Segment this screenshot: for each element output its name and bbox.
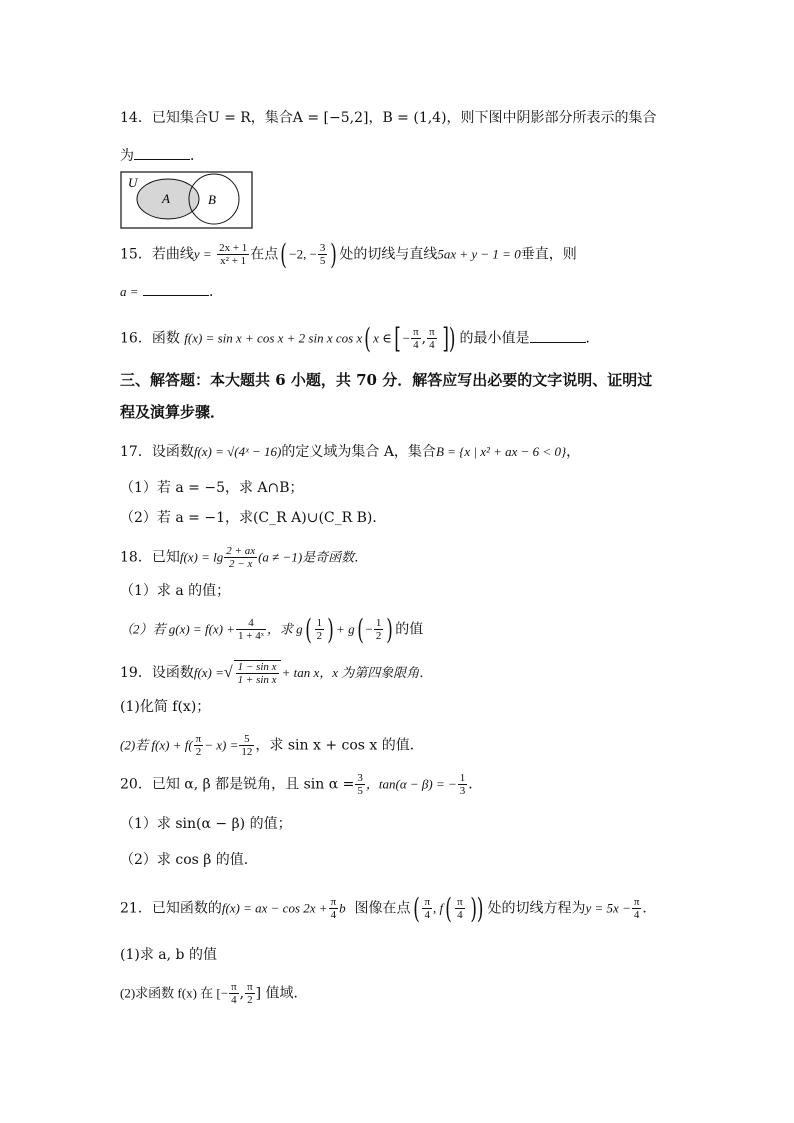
q20-frac-1-3: $\frac{1}{3}$ bbox=[459, 772, 466, 797]
q15-fraction: $\frac{2x + 1}{\text{x² + 1}}$ bbox=[219, 242, 248, 267]
q20-frac-3-5: $\frac{3}{5}$ bbox=[357, 772, 363, 797]
label-a: A bbox=[162, 191, 170, 206]
q17-line: 17．设函数f(x) = √(4ˣ − 16)的定义域为集合 A，集合B = {x | x² + ax − 6 < 0}， bbox=[120, 444, 581, 460]
answer-blank-14[interactable] bbox=[134, 145, 190, 160]
q21-pi-over-4-d: $\frac{\pi}{4}$ bbox=[633, 896, 640, 921]
label-b: B bbox=[208, 192, 216, 207]
q15-line1: 15．若曲线y = $\frac{2x + 1}{\text{x² + 1}}$ 在点( −2, − $\frac{3}{5}$ ) 处的切线与直线5ax + y − 1 = 0垂直，则 bbox=[120, 237, 577, 271]
q18-half-b: $\frac{1}{2}$ bbox=[375, 617, 382, 642]
q18-fraction: $\frac{2 + ax}{2 - x}$ bbox=[226, 545, 256, 570]
q18-part1: （1）求 a 的值； bbox=[120, 583, 231, 599]
q21-line: 21．已知函数的f(x) = ax − cos 2x + $\frac{\pi}{4}$ b 图像在点( $\frac{\pi}{4}$ , f( $\frac{\pi}{4}$ )) 处的切线方程为y = 5x − $\frac{\pi}{4}$ ． bbox=[120, 891, 657, 925]
q19-pi-over-2: $\frac{\pi}{2}$ bbox=[195, 733, 202, 758]
section3-heading-line1: 三、解答题：本大题共 6 小题，共 70 分．解答应写出必要的文字说明、证明过 bbox=[120, 371, 653, 389]
q18-line: 18．已知f(x) = lg $\frac{2 + ax}{2 - x}$ (a ≠ −1)是奇函数． bbox=[120, 545, 368, 570]
q17-part2: （2）若 a = −1，求(C_R A)∪(C_R B)． bbox=[120, 510, 387, 526]
q14-line1: 14．已知集合U = R，集合A = [−5,2]，B = (1,4)，则下图中阴影部分所表示的集合 bbox=[120, 110, 657, 126]
q19-part2: (2)若 f(x) + f( $\frac{\pi}{2}$ − x) = $\frac{5}{12}$ ，求 sin x + cos x 的值． bbox=[120, 733, 424, 758]
q19-part1: (1)化简 f(x)； bbox=[120, 699, 211, 715]
q16-line: 16．函数 f(x) = sin x + cos x + 2 sin x cos x( x ∈[ − $\frac{\pi}{4}$ , $\frac{\pi}{4}$ ]) 的最小值是 ． bbox=[120, 321, 600, 355]
q15-point-fraction: $\frac{3}{5}$ bbox=[319, 242, 326, 267]
q18-part2: （2）若 g(x) = f(x) + $\frac{4}{\text{1 + 4ˣ}}$ ，求 g( $\frac{1}{2}$ ) + g( − $\frac{1}{2}$ ) 的值 bbox=[120, 612, 424, 646]
q21-part1: (1)求 a, b 的值 bbox=[120, 947, 217, 963]
q21-part2: (2)求函数 f(x) 在 [− $\frac{\pi}{4}$ , $\frac{\pi}{2}$ ] 值域． bbox=[120, 981, 308, 1006]
q16-frac-right: $\frac{\pi}{4}$ bbox=[429, 326, 435, 351]
q18-part2-fraction: $\frac{4}{\text{1 + 4ˣ}}$ bbox=[238, 617, 264, 642]
answer-blank-16[interactable] bbox=[530, 328, 586, 343]
q21-part2-pi-over-4: $\frac{\pi}{4}$ bbox=[231, 981, 237, 1006]
label-u: U bbox=[128, 175, 138, 190]
answer-blank-15[interactable] bbox=[143, 281, 209, 296]
q21-pi-over-4-a: $\frac{\pi}{4}$ bbox=[330, 896, 337, 921]
q21-pi-over-4-b: $\frac{\pi}{4}$ bbox=[424, 896, 431, 921]
venn-diagram bbox=[120, 171, 253, 229]
q20-part1: （1）求 sin(α − β) 的值； bbox=[120, 816, 292, 832]
q17-part1: （1）若 a = −5，求 A∩B； bbox=[120, 480, 304, 496]
section3-heading-line2: 程及演算步骤． bbox=[120, 403, 226, 421]
q20-part2: （2）求 cos β 的值． bbox=[120, 852, 258, 868]
q21-pi-over-4-c: $\frac{\pi}{4}$ bbox=[457, 896, 463, 921]
q19-line: 19．设函数f(x) =√ $\frac{\text{1 − sin x}}{\text{1 + sin x}}$ + tan x，x 为第四象限角． bbox=[120, 661, 433, 686]
q20-line: 20．已知 α, β 都是锐角，且 sin α = $\frac{3}{5}$ ，tan(α − β) = − $\frac{1}{3}$ ． bbox=[120, 772, 483, 797]
q16-frac-left: $\frac{\pi}{4}$ bbox=[413, 326, 419, 351]
q19-sqrt-fraction: $\frac{\text{1 − sin x}}{\text{1 + sin x}}$ bbox=[234, 660, 281, 686]
q18-half-a: $\frac{1}{2}$ bbox=[316, 617, 323, 642]
q21-part2-pi-over-2: $\frac{\pi}{2}$ bbox=[247, 981, 253, 1006]
q14-line2: 为 ． bbox=[120, 145, 204, 166]
q19-five-twelfths: $\frac{5}{12}$ bbox=[241, 733, 253, 758]
q15-line2: a = ． bbox=[120, 281, 223, 302]
